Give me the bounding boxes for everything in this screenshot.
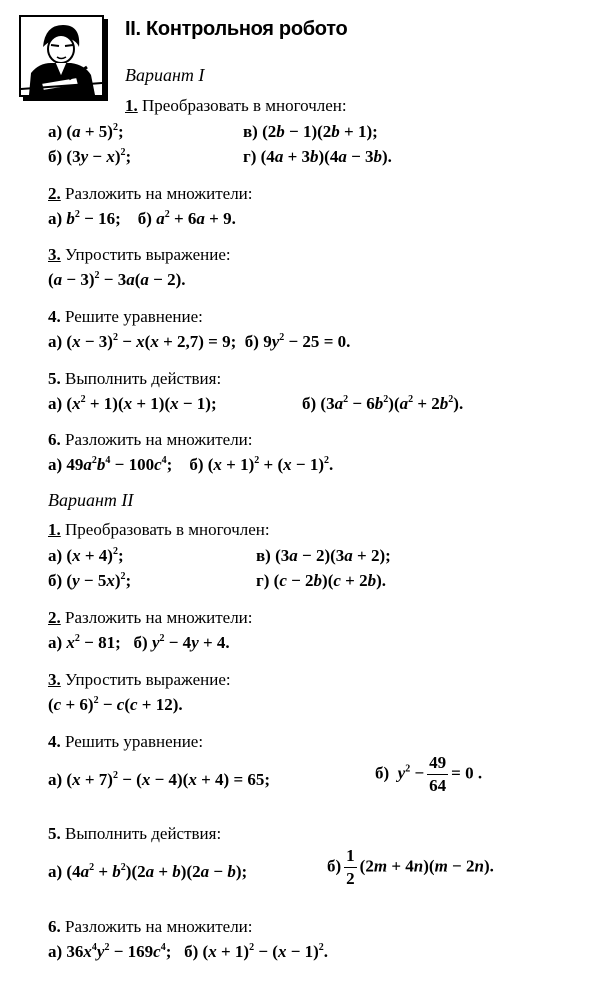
v1-task3-expr: $(a - 3)^2 - 3a(a - 2)$. xyxy=(48,270,186,289)
section-title: II. Контрольноя робото xyxy=(125,18,348,40)
v2-task5-heading: 5. Выполнить действия: xyxy=(48,824,222,843)
v2-task3-expr: $(c + 6)^2 - c(c + 12)$. xyxy=(48,695,183,714)
v1-task1-a: а) $(a + 5)^2$; xyxy=(48,122,124,141)
v2-task1-v: в) (3a − 2)(3a + 2); xyxy=(256,546,391,565)
v1-task1-heading xyxy=(125,96,347,116)
v2-task5-fraction: $\frac{1}{2}$ xyxy=(346,846,355,888)
v1-task6-heading: 6. Разложить на множители: xyxy=(48,430,253,449)
v2-task1-a: а) $(x + 4)^2$; xyxy=(48,546,124,565)
v2-task5-a: а) $(4a^2 + b^2)(2a + b)(2a - b)$; xyxy=(48,862,248,881)
v1-task1-v: в) (2b − 1)(2b + 1); xyxy=(243,122,378,141)
v1-task4-heading: 4. Решите уравнение: xyxy=(48,307,203,326)
v1-task5-heading: 5. Выполнить действия: xyxy=(48,369,222,388)
v2-task6-expr: а) $36x^4y^2 - 169c^4$; б) $(x + 1)^2 - (x - 1)^2$. xyxy=(48,942,329,961)
v1-task5-b: б) $(3a^2 - 6b^2)(a^2 + 2b^2)$. xyxy=(302,394,464,413)
v1-task1-text: Преобразовать в многочлен: xyxy=(142,96,347,115)
v2-task1-b: б) $(y - 5x)^2$; xyxy=(48,571,132,590)
v1-task2-heading: 2. Разложить на множители: xyxy=(48,184,253,203)
v2-task4-b: б) $y^2$ − $\frac{49}{64}$ = 0 . xyxy=(375,753,483,795)
v1-task4-expr: а) $(x - 3)^2 - x(x + 2,7) = 9$; б) $9y^2 - 25 = 0$. xyxy=(48,332,351,351)
student-portrait-icon xyxy=(19,15,104,97)
v2-task4-fraction: $\frac{49}{64}$ xyxy=(429,753,447,795)
v2-task4-heading: 4. Решить уравнение: xyxy=(48,732,204,751)
v1-task6-expr: а) $49a^2b^4 - 100c^4$; б) $(x + 1)^2 + (x - 1)^2$. xyxy=(48,455,334,474)
v2-task1-heading: 1. Преобразовать в многочлен: xyxy=(48,520,270,539)
v1-task5-a: а) $(x^2 + 1)(x + 1)(x - 1)$; xyxy=(48,394,217,413)
v2-task1-g: г) (c − 2b)(c + 2b). xyxy=(256,571,387,590)
v1-task1-number: 1. xyxy=(125,96,138,115)
v2-task3-heading: 3. Упростить выражение: xyxy=(48,670,231,689)
v2-task2-heading: 2. Разложить на множители: xyxy=(48,608,253,627)
v1-task1-g: г) (4a + 3b)(4a − 3b). xyxy=(243,147,392,166)
v1-task2-expr: а) $b^2 - 16$; б) $a^2 + 6a + 9$. xyxy=(48,209,236,228)
v1-task1-b: б) $(3y - x)^2$; xyxy=(48,147,132,166)
v2-task6-heading: 6. Разложить на множители: xyxy=(48,917,253,936)
variant-2-title: Вариант II xyxy=(48,490,134,510)
student-writing-icon xyxy=(21,17,102,95)
v2-task2-expr: а) $x^2 - 81$; б) $y^2 - 4y + 4$. xyxy=(48,633,230,652)
variant-1-title: Вариант I xyxy=(125,65,205,85)
v2-task5-b: б) $\frac{1}{2}$ (2m + 4n)(m − 2n). xyxy=(327,846,494,888)
v2-task4-a: а) $(x + 7)^2 - (x - 4)(x + 4) = 65$; xyxy=(48,770,271,789)
v1-task3-heading: 3. Упростить выражение: xyxy=(48,245,231,264)
